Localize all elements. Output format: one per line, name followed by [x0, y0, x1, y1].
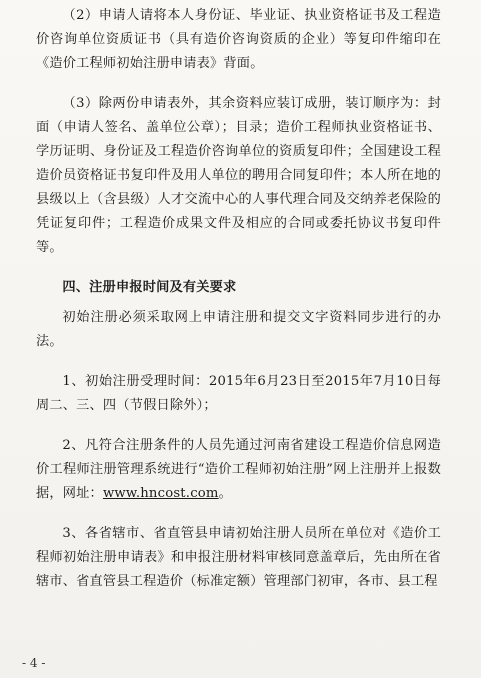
section-heading-4: 四、注册申报时间及有关要求 [62, 280, 237, 295]
website-link[interactable]: www.hncost.com [102, 486, 219, 501]
paragraph-item-2: （2）申请人请将本人身份证、毕业证、执业资格证书及工程造价咨询单位资质证书（具有造价咨询资质的企业）等复印件缩印在《造价工程师初始注册申请表》背面。 [36, 8, 441, 71]
paragraph-item-3: （3）除两份申请表外，其余资料应装订成册，装订顺序为：封面（申请人签名、盖单位公章）；目录；造价工程师执业资格证书、学历证明、身份证及工程造价咨询单位的资质复印件；全国建设工程造价员资格证书复印件及用人单位的聘用合同复印件；本人所在地的县级以上（含县级）人才交流中心的人事代理合同及交纳养老保险的凭证复印件；工程造价成果文件及相应的合同或委托协议书复印件等。 [36, 96, 441, 255]
paragraph-online-registration-text: 2、凡符合注册条件的人员先通过河南省建设工程造价信息网造价工程师注册管理系统进行“造价工程师初始注册”网上注册并上报数据，网址： [36, 438, 441, 501]
page-number: - 4 - [22, 656, 46, 670]
paragraph-registration-time: 1、初始注册受理时间：2015年6月23日至2015年7月10日每周二、三、四（节假日除外）； [36, 374, 441, 413]
paragraph-intro: 初始注册必须采取网上申请注册和提交文字资料同步进行的办法。 [36, 310, 441, 349]
paragraph-online-registration-end: 。 [218, 486, 233, 501]
paragraph-online-registration [36, 434, 441, 506]
paragraph-review-process: 3、各省辖市、省直管县申请初始注册人员所在单位对《造价工程师初始注册申请表》和申报注册材料审核同意盖章后，先由所在省辖市、省直管县工程造价（标准定额）管理部门初审，各市、县工程 [36, 526, 441, 589]
